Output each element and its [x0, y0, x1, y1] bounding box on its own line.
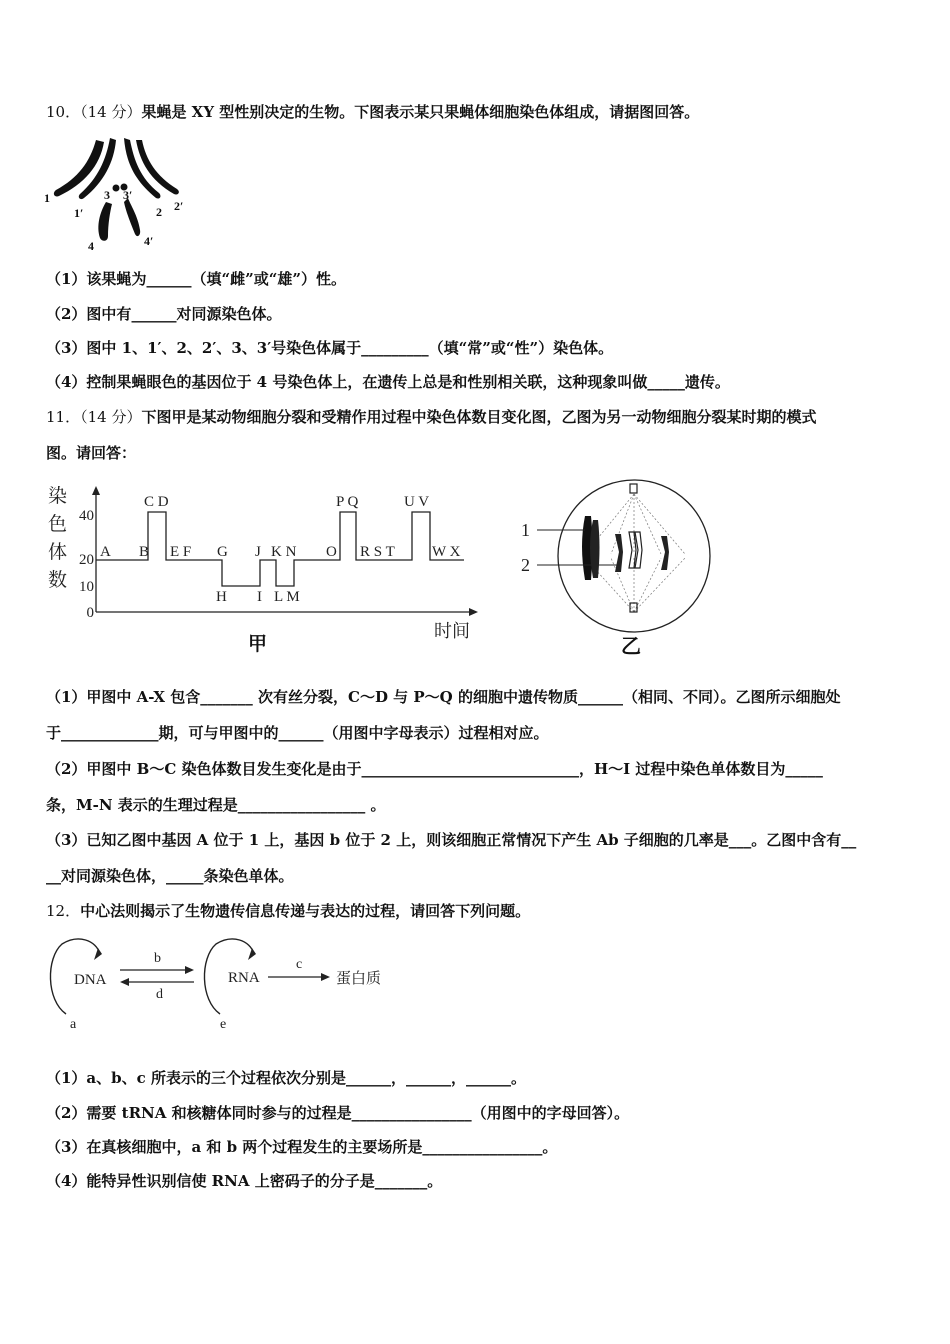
karyo-label-4: 4	[88, 239, 94, 253]
diagram-label-e: e	[220, 1017, 227, 1032]
karyotype-figure	[44, 132, 194, 256]
q10-stem	[46, 101, 699, 123]
q11-stem-1	[46, 406, 816, 428]
chart-mid-letter-a: A	[100, 544, 111, 560]
chart-top-letters-pq: P Q	[336, 494, 359, 510]
q12-sub-4: （4）能特异性识别信使 RNA 上密码子的分子是_______。	[46, 1172, 443, 1190]
q12-sub-2: （2）需要 tRNA 和核糖体同时参与的过程是________________（用图中的字母回答）。	[46, 1104, 630, 1122]
cell-division-figure	[515, 476, 715, 662]
chart-ytick-40: 40	[79, 508, 94, 524]
karyo-label-2p: 2′	[174, 199, 184, 213]
chart-ylabel-2: 色	[48, 514, 68, 535]
karyo-label-1p: 1′	[74, 206, 84, 220]
q11-number: 11．（14 分）	[46, 408, 142, 426]
chart-mid-letter-b: B	[139, 544, 150, 560]
q10-number: 10．（14 分）	[46, 103, 142, 121]
chart-mid-letter-o: O	[326, 544, 337, 560]
chart-top-letters-uv: U V	[404, 494, 430, 510]
q11-sub-3b: __对同源染色体，_____条染色单体。	[46, 867, 294, 885]
chart-mid-letters-ef: E F	[170, 544, 192, 560]
diagram-label-b: b	[154, 951, 161, 966]
karyo-label-3p: 3′	[123, 188, 133, 202]
chart-xlabel: 时间	[434, 621, 470, 641]
chart-low-letter-i: I	[257, 589, 262, 605]
q10-sub-1: （1）该果蝇为______（填“雌”或“雄”）性。	[46, 270, 346, 288]
q10-sub-2: （2）图中有______对同源染色体。	[46, 305, 282, 323]
q12-sub-1: （1）a、b、c 所表示的三个过程依次分别是______，______，______。	[46, 1069, 527, 1087]
q12-stem	[46, 900, 530, 922]
chart-top-letters-cd: C D	[144, 494, 169, 510]
q10-sub-3: （3）图中 1、1′、2、2′、3、3′号染色体属于_________（填“常”或“性”）染色体。	[46, 339, 614, 357]
q10-sub-4: （4）控制果蝇眼色的基因位于 4 号染色体上，在遗传上总是和性别相关联，这种现象叫做_____遗传。	[46, 373, 730, 391]
diagram-label-c: c	[296, 957, 303, 972]
cell-caption: 乙	[621, 636, 641, 658]
centriole-top	[630, 484, 637, 493]
diagram-label-d: d	[156, 987, 163, 1002]
chart-ytick-0: 0	[86, 605, 94, 621]
q12-sub-3: （3）在真核细胞中，a 和 b 两个过程发生的主要场所是________________。	[46, 1138, 558, 1156]
chart-mid-letters-wx: W X	[432, 544, 461, 560]
q11-stem-text-1: 下图甲是某动物细胞分裂和受精作用过程中染色体数目变化图，乙图为另一动物细胞分裂某时期的模式	[141, 408, 817, 426]
chromosome-count-chart	[44, 480, 484, 660]
diagram-dna: DNA	[74, 972, 107, 988]
karyo-label-4p: 4′	[144, 234, 154, 248]
q11-sub-1b: 于_____________期，可与甲图中的______（用图中字母表示）过程相对应。	[46, 724, 549, 742]
chart-ytick-10: 10	[79, 579, 94, 595]
chart-low-letters-lm: L M	[274, 589, 300, 605]
central-dogma-diagram	[44, 930, 404, 1036]
chart-ylabel-3: 体	[48, 542, 68, 563]
cell-label-1: 1	[521, 520, 530, 540]
karyo-label-1: 1	[44, 191, 50, 205]
q11-sub-2b: 条，M-N 表示的生理过程是_________________ 。	[46, 796, 386, 814]
chart-caption: 甲	[248, 634, 268, 655]
chart-ylabel-1: 染	[48, 486, 68, 507]
karyo-label-3: 3	[104, 188, 110, 202]
chart-mid-letter-g: G	[217, 544, 228, 560]
chart-low-letter-h: H	[216, 589, 227, 605]
q11-sub-3a: （3）已知乙图中基因 A 位于 1 上，基因 b 位于 2 上，则该细胞正常情况下产生 Ab 子细胞的几率是___。乙图中含有__	[46, 831, 857, 849]
q12-stem-text: 中心法则揭示了生物遗传信息传递与表达的过程，请回答下列问题。	[80, 902, 531, 920]
cell-label-2: 2	[521, 555, 530, 575]
diagram-rna: RNA	[228, 970, 260, 986]
chart-ylabel-4: 数	[48, 570, 68, 591]
chart-mid-letters-rst: R S T	[360, 544, 395, 560]
karyo-label-2: 2	[156, 205, 162, 219]
chart-ytick-20: 20	[79, 552, 94, 568]
diagram-protein: 蛋白质	[336, 971, 382, 987]
q11-sub-2a: （2）甲图中 B～C 染色体数目发生变化是由于_____________________________，H～I 过程中染色单体数目为_____	[46, 760, 823, 778]
chart-mid-letters-kn: K N	[271, 544, 297, 560]
q11-stem-2: 图。请回答：	[46, 444, 137, 462]
chart-mid-letter-j: J	[255, 544, 261, 560]
q12-number: 12．	[46, 902, 81, 920]
q10-stem-text: 果蝇是 XY 型性别决定的生物。下图表示某只果蝇体细胞染色体组成，请据图回答。	[141, 103, 700, 121]
q11-sub-1a: （1）甲图中 A-X 包含_______ 次有丝分裂，C～D 与 P～Q 的细胞中遗传物质______（相同、不同）。乙图所示细胞处	[46, 688, 841, 706]
diagram-label-a: a	[70, 1017, 77, 1032]
